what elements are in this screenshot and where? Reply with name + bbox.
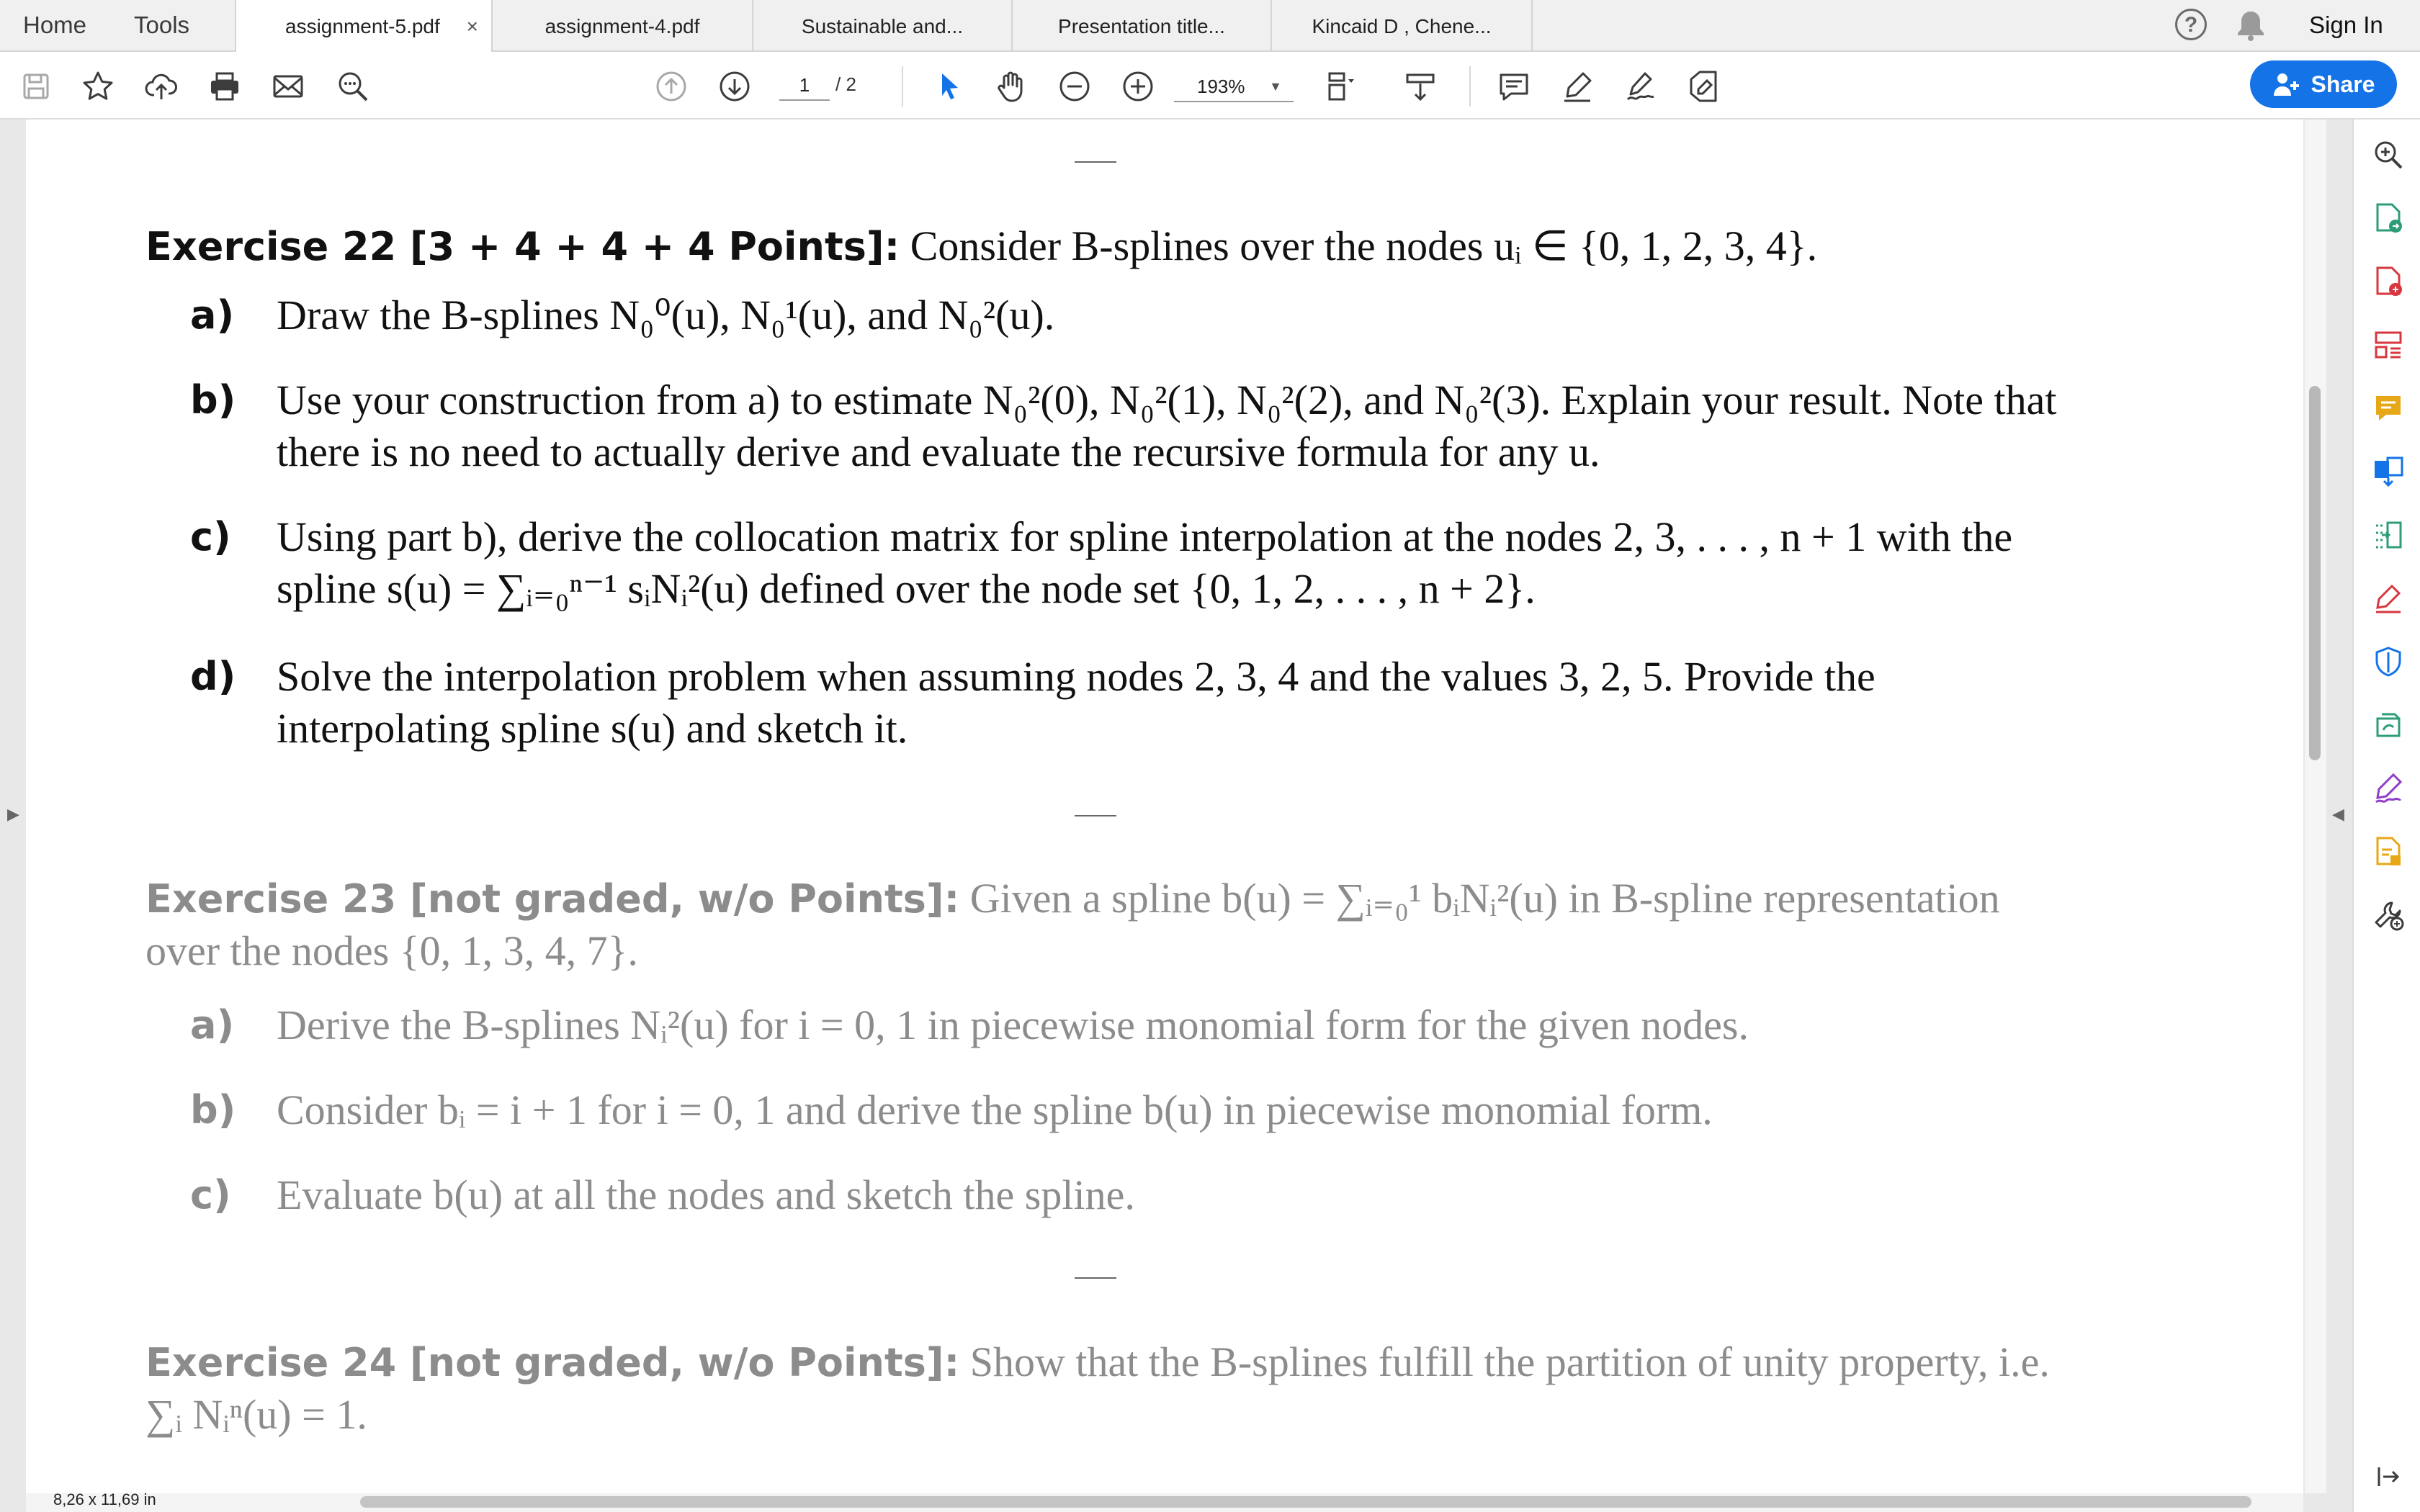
zoom-level-value: 193% [1197,76,1245,97]
toolbar-divider [1469,66,1471,107]
document-tab-kincaid[interactable]: Kincaid D , Chene... [1272,0,1533,50]
document-viewport[interactable] [0,120,2352,1512]
separator-dash [1075,1277,1116,1279]
create-pdf-icon[interactable] [2370,264,2406,300]
item-text: Derive the B-splines Nᵢ²(u) for i = 0, 1 in piecewise monomial form for the given nodes. [277,1002,1749,1048]
item-text: Use your construction from a) to estimate N₀²(0), N₀²(1), N₀²(2), and N₀²(3). Explain your result. Note that there is no need to actually derive and evaluate the recursive formula for any u. [277,377,2057,475]
main-toolbar [0,52,2420,120]
item-label: b) [190,1087,236,1133]
previous-page-icon[interactable] [653,68,690,105]
upload-cloud-icon[interactable] [143,68,180,105]
exercise-22-item-a [190,289,2077,341]
right-panel-collapse-icon[interactable]: ◀ [2332,805,2344,823]
sign-icon[interactable] [1622,68,1659,105]
search-text-icon[interactable] [334,68,372,105]
add-user-icon [2272,71,2301,97]
sign-in-link[interactable]: Sign In [2309,12,2383,38]
exercise-24-title: Exercise 24 [not graded, w/o Points]: [145,1340,960,1385]
collapse-panel-icon[interactable] [2370,1459,2406,1495]
zoom-in-icon[interactable] [1119,68,1157,105]
print-icon[interactable] [206,68,243,105]
close-tab-icon[interactable]: × [466,15,478,37]
zoom-level-select[interactable] [1174,71,1294,102]
document-tab-assignment-4[interactable]: assignment-4.pdf [493,0,753,50]
document-tab-label: assignment-5.pdf [285,15,440,37]
exercise-23-text: Given a spline b(u) = ∑ᵢ₌₀¹ bᵢNᵢ²(u) in B-spline representation over the nodes {0, 1, 3, 4, 7}. [145,875,2000,974]
bookmark-star-icon[interactable] [79,68,117,105]
exercise-23-item-a [190,999,2077,1051]
exercise-22-item-b [190,374,2077,478]
share-button[interactable] [2250,60,2397,108]
item-text: Using part b), derive the collocation matrix for spline interpolation at the nodes 2, 3, . . . , n + 1 with the spline s(u) = ∑ᵢ₌₀ⁿ⁻¹ sᵢNᵢ²(u) defined over the node set {0, 1, 2, . . . , n + 2}. [277,513,2013,612]
combine-files-icon[interactable] [2370,454,2406,490]
chevron-down-icon: ▼ [1269,79,1282,94]
comment-tool-icon[interactable] [2370,390,2406,426]
home-tab[interactable]: Home [23,12,87,38]
item-label: d) [190,654,236,699]
item-text: Evaluate b(u) at all the nodes and sketch the spline. [277,1171,1135,1218]
separator-dash [1075,161,1116,163]
fill-sign-tag-icon[interactable] [1685,68,1723,105]
page-size-label: 8,26 x 11,69 in [53,1490,156,1508]
document-tab-assignment-5[interactable] [235,0,493,52]
more-tools-icon[interactable] [2370,897,2406,933]
exercise-22-item-d [190,651,2077,755]
vertical-scrollbar-thumb[interactable] [2309,386,2321,760]
organize-pages-icon[interactable] [2370,327,2406,363]
send-for-review-icon[interactable] [2370,707,2406,743]
save-icon[interactable] [17,68,55,105]
top-tab-bar [0,0,2420,52]
edit-pdf-icon[interactable] [2370,834,2406,870]
zoom-out-icon[interactable] [1056,68,1093,105]
vertical-scrollbar[interactable] [2305,120,2326,1493]
tools-tab[interactable]: Tools [134,12,190,38]
item-label: c) [190,1172,231,1218]
item-label: a) [190,1002,235,1048]
exercise-22-text: Consider B-splines over the nodes uᵢ ∈ {0, 1, 2, 3, 4}. [910,222,1818,269]
next-page-icon[interactable] [716,68,753,105]
item-label: a) [190,292,235,338]
request-signatures-icon[interactable] [2370,770,2406,806]
comment-icon[interactable] [1495,68,1533,105]
compress-pdf-icon[interactable] [2370,517,2406,553]
separator-dash [1075,815,1116,816]
fit-page-icon[interactable] [1322,68,1360,105]
right-tools-panel [2352,120,2420,1512]
export-pdf-icon[interactable] [2370,200,2406,236]
select-cursor-icon[interactable] [931,68,968,105]
toolbar-divider [902,66,903,107]
highlight-pen-icon[interactable] [1559,68,1596,105]
exercise-22-title: Exercise 22 [3 + 4 + 4 + 4 Points]: [145,224,900,269]
exercise-22-item-c [190,511,2077,615]
document-tab-sustainable[interactable]: Sustainable and... [753,0,1013,50]
item-label: b) [190,377,236,423]
scroll-mode-icon[interactable] [1402,68,1439,105]
exercise-23-title: Exercise 23 [not graded, w/o Points]: [145,876,960,922]
exercise-23-item-b [190,1084,2077,1136]
fill-and-sign-icon[interactable] [2370,580,2406,616]
item-text: Solve the interpolation problem when assuming nodes 2, 3, 4 and the values 3, 2, 5. Provide the interpolating spline s(u) and sketch it. [277,653,1876,752]
share-button-label: Share [2311,71,2375,97]
exercise-24-heading [145,1336,2076,1441]
left-panel-expand-icon[interactable]: ▶ [7,805,19,823]
horizontal-scrollbar-thumb[interactable] [360,1496,2251,1508]
pdf-page [26,120,2303,1493]
exercise-22-heading [145,220,2076,273]
item-label: c) [190,514,231,559]
zoom-search-icon[interactable] [2370,137,2406,173]
protect-shield-icon[interactable] [2370,644,2406,680]
page-total-label: / 2 [835,73,856,95]
item-text: Draw the B-splines N₀⁰(u), N₀¹(u), and N₀²(u). [277,292,1055,338]
item-text: Consider bᵢ = i + 1 for i = 0, 1 and derive the spline b(u) in piecewise monomial form. [277,1086,1713,1133]
exercise-23-heading [145,873,2076,977]
exercise-23-item-c [190,1169,2077,1221]
exercise-24-text: Show that the B-splines fulfill the partition of unity property, i.e. ∑ᵢ Nᵢⁿ(u) = 1. [145,1338,2050,1438]
hand-tool-icon[interactable] [992,68,1030,105]
page-number-input[interactable] [779,71,830,101]
help-icon[interactable]: ? [2175,9,2207,40]
email-icon[interactable] [269,68,307,105]
document-tab-presentation[interactable]: Presentation title... [1013,0,1272,50]
